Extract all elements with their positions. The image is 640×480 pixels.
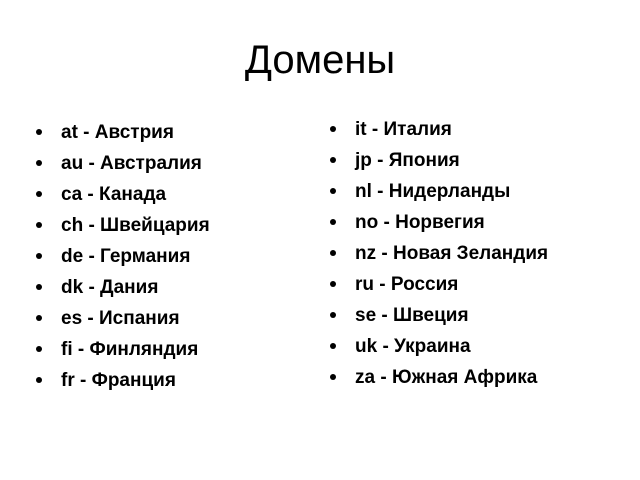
list-item [36,334,306,365]
list-item [36,241,306,272]
list-item-text: fr - Франция [61,370,176,391]
list-item [36,365,306,396]
list-item-text: ru - Россия [355,274,459,295]
list-item [36,272,306,303]
list-item [36,148,306,179]
bullet-icon [330,281,336,287]
list-item [330,207,630,238]
list-item-text: uk - Украина [355,336,471,357]
bullet-icon [36,160,42,166]
bullet-icon [36,222,42,228]
bullet-icon [36,377,42,383]
bullet-icon [36,346,42,352]
list-item-text: nz - Новая Зеландия [355,243,549,264]
list-item [330,114,630,145]
list-item-text: es - Испания [61,308,180,329]
bullet-icon [330,374,336,380]
bullet-icon [36,284,42,290]
list-item [36,210,306,241]
list-item [330,238,630,269]
bullet-icon [330,126,336,132]
list-item-text: fi - Финляндия [61,339,199,360]
domain-list-left [36,117,306,396]
list-item [330,331,630,362]
bullet-icon [36,191,42,197]
list-item [330,300,630,331]
bullet-icon [330,343,336,349]
bullet-icon [330,157,336,163]
bullet-icon [36,315,42,321]
list-item-text: nl - Нидерланды [355,181,511,202]
bullet-icon [330,188,336,194]
list-item [36,117,306,148]
slide-title: Домены [244,38,396,82]
list-item-text: dk - Дания [61,277,159,298]
list-item-text: za - Южная Африка [355,367,538,388]
list-item-text: jp - Япония [355,150,460,171]
bullet-icon [330,219,336,225]
list-item [330,362,630,393]
list-item [36,303,306,334]
bullet-icon [330,312,336,318]
list-item-text: au - Австралия [61,153,202,174]
bullet-icon [36,129,42,135]
list-item [330,176,630,207]
list-item [330,145,630,176]
bullet-icon [36,253,42,259]
list-item-text: no - Норвегия [355,212,485,233]
bullet-icon [330,250,336,256]
domain-list-right [330,114,630,393]
list-item-text: ch - Швейцария [61,215,210,236]
list-item-text: se - Швеция [355,305,469,326]
list-item [36,179,306,210]
list-item [330,269,630,300]
list-item-text: it - Италия [355,119,452,140]
list-item-text: de - Германия [61,246,191,267]
list-item-text: at - Австрия [61,122,174,143]
list-item-text: ca - Канада [61,184,167,205]
